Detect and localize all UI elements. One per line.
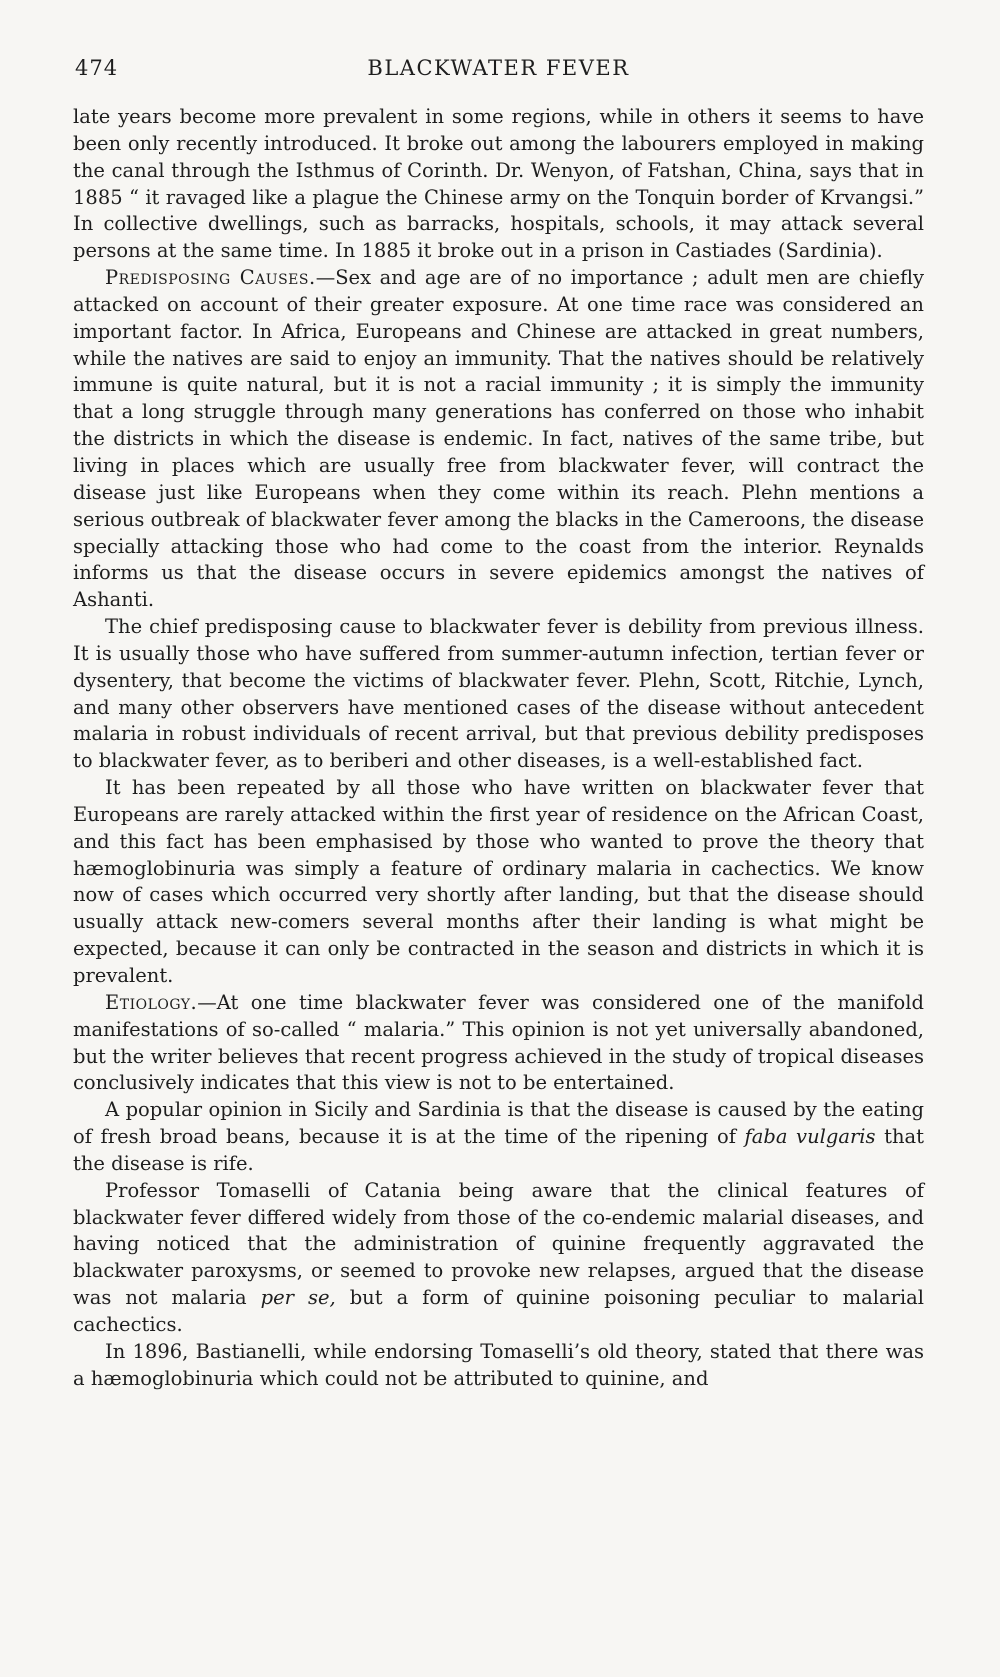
body-text	[73, 104, 924, 1393]
paragraph-etiology	[73, 990, 924, 1097]
section-heading-etiology: Etiology.	[105, 990, 198, 1014]
paragraph-bastianelli: In 1896, Bastianelli, while endorsing Tomaselli’s old theory, stated that there was a hæmoglobinuria which could not be attributed to quinine, and	[73, 1339, 924, 1390]
section-heading-predisposing-causes: Predisposing Causes.	[105, 266, 316, 290]
paragraph-text: —Sex and age are of no importance ; adult men are chiefly attacked on account of their greater exposure. At one time race was considered an important factor. In Africa, Europeans and Chinese are attacked in great numbers, while the natives are said to enjoy an immunity. That the natives should be relatively immune is quite natural, but it is not a racial immunity ; it is simply the immunity that a long struggle through many generations has conferred on those who inhabit the districts in which the disease is endemic. In fact, natives of the same tribe, but living in places which are usually free from blackwater fever, will contract the disease just like Europeans when they come within its reach. Plehn mentions a serious outbreak of blackwater fever among the blacks in the Cameroons, the disease specially attacking those who had come to the coast from the interior. Reynalds informs us that the disease occurs in severe epidemics amongst the natives of Ashanti.	[73, 266, 925, 612]
paragraph-text: —At one time blackwater fever was considered one of the manifold manifestations of so-called “ malaria.” This opinion is not yet universally abandoned, but the writer believes that recent progress achieved in the study of tropical diseases conclusively indicates that this view is not to be entertained.	[73, 990, 924, 1095]
running-head	[73, 50, 924, 90]
paragraph-text: A popular opinion in Sicily and Sardinia is that the disease is caused by the eating of fresh broad beans, because it is at the time of the ripening of	[73, 1098, 924, 1149]
italic-term: faba vulgaris	[744, 1125, 876, 1149]
paragraph-broad-beans	[73, 1097, 924, 1178]
paragraph-text: that the disease is rife.	[73, 1125, 924, 1175]
paragraph-tomaselli	[73, 1178, 924, 1339]
running-title: BLACKWATER FEVER	[367, 56, 630, 80]
paragraph-text: Professor Tomaselli of Catania being aware that the clinical features of blackwater fever differed widely from those of the co-endemic malarial diseases, and having noticed that the administration of quinine frequently aggravated the blackwater paroxysms, or seemed to provoke new relapses, argued that the disease was not malaria	[73, 1178, 924, 1310]
paragraph-first-year: It has been repeated by all those who have written on blackwater fever that Europeans are rarely attacked within the first year of residence on the African Coast, and this fact has been emphasised by those who wanted to prove the theory that hæmoglobinuria was simply a feature of ordinary malaria in cachectics. We know now of cases which occurred very shortly after landing, but that the disease should usually attack new-comers several months after their landing is what might be expected, because it can only be contracted in the season and districts in which it is prevalent.	[73, 776, 924, 987]
paragraph-text: but a form of quinine poisoning peculiar to malarial cachectics.	[73, 1286, 924, 1336]
italic-term: per se,	[260, 1286, 336, 1310]
paragraph-predisposing-causes	[73, 265, 924, 614]
paragraph-continuation: late years become more prevalent in some regions, while in others it seems to have been only recently introduced. It broke out among the labourers employed in making the canal through the Isthmus of Corinth. Dr. Wenyon, of Fatshan, China, says that in 1885 “ it ravaged like a plague the Chinese army on the Tonquin border of Krvangsi.” In collective dwellings, such as barracks, hospitals, schools, it may attack several persons at the same time. In 1885 it broke out in a prison in Castiades (Sardinia).	[73, 105, 924, 263]
page-number: 474	[75, 56, 119, 80]
paragraph-debility: The chief predisposing cause to blackwater fever is debility from previous illness. It is usually those who have suffered from summer-autumn infection, tertian fever or dysentery, that become the victims of blackwater fever. Plehn, Scott, Ritchie, Lynch, and many other observers have mentioned cases of the disease without antecedent malaria in robust individuals of recent arrival, but that previous debility predisposes to blackwater fever, as to beriberi and other diseases, is a well-established fact.	[73, 615, 924, 773]
